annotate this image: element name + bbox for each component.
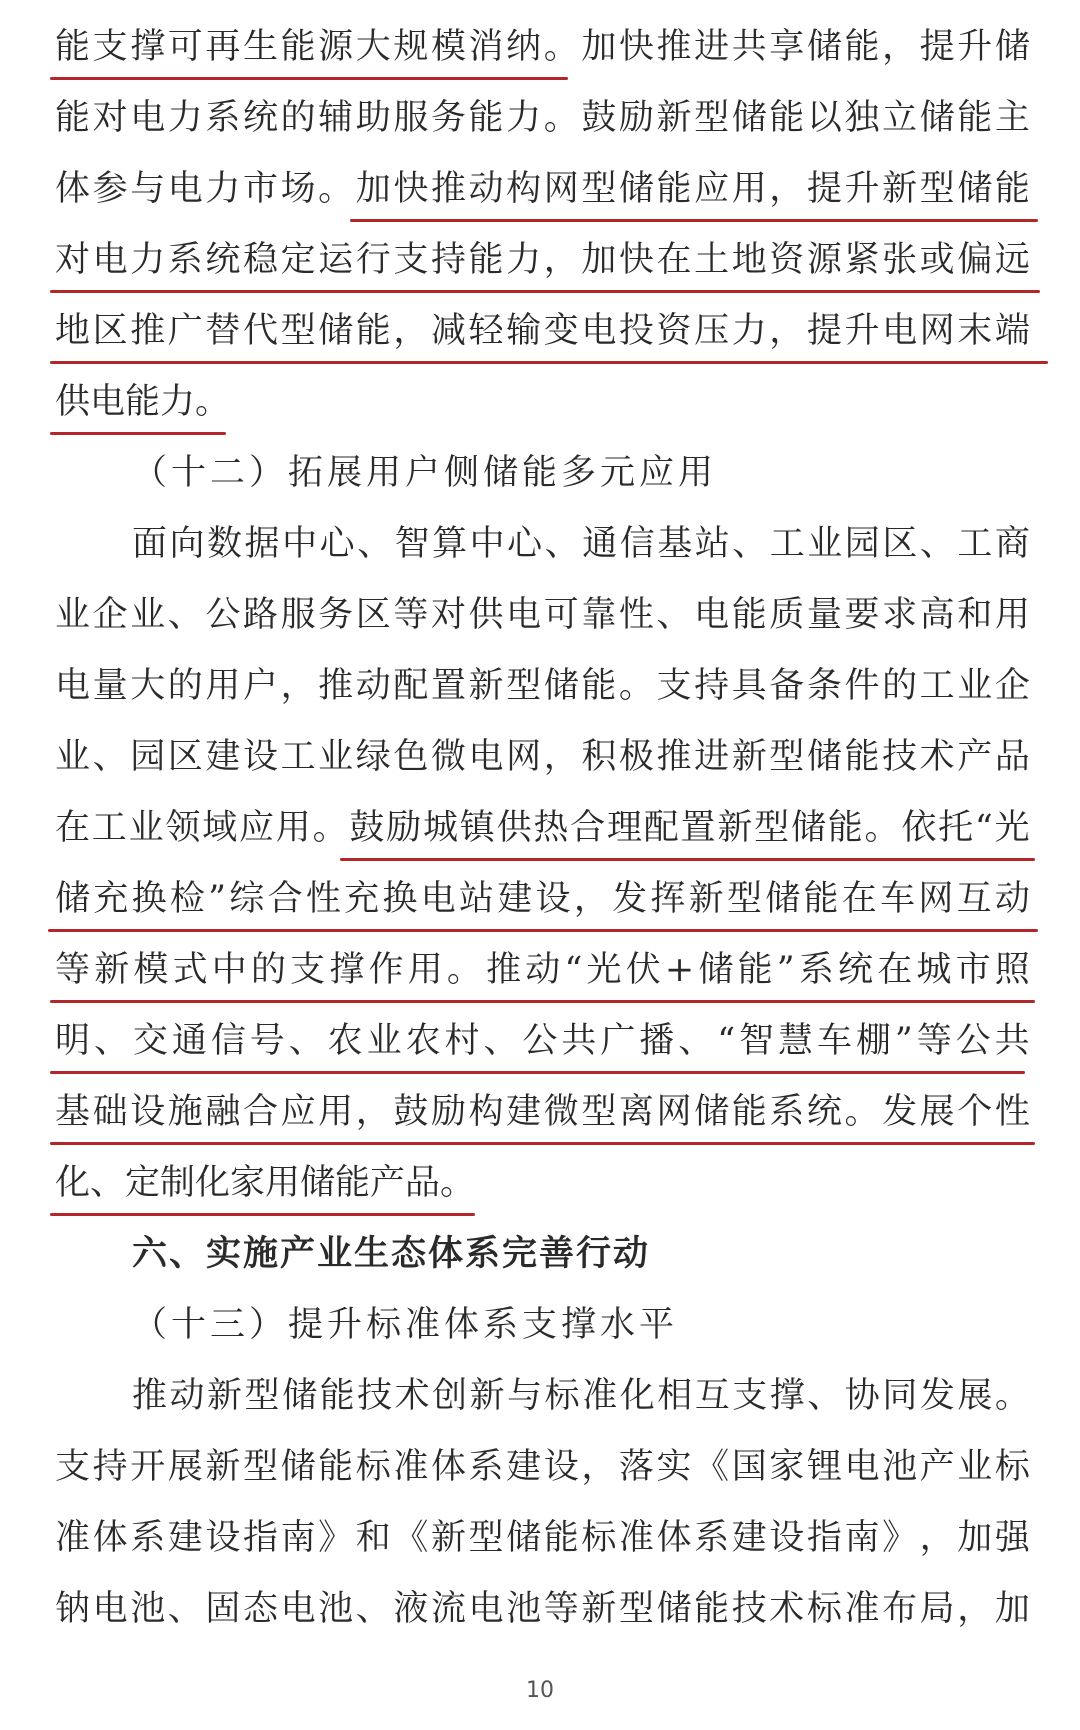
red-underline-7 (48, 929, 1038, 932)
body-line-1: 能 支 撑 可 再 生 能 源 大 规 模 消 纳 。 加 快 推 进 共 享 储 能 ， 提 升 储 (55, 27, 1030, 67)
chapter-heading-6: 六、实施产业生态体系完善行动 (132, 1234, 651, 1274)
body-line-20: 推 动 新 型 储 能 技 术 创 新 与 标 准 化 相 互 支 撑 、 协 同 发 展 。 (132, 1376, 1030, 1416)
section-heading-13: （十三）提升标准体系支撑水平 (132, 1305, 679, 1345)
red-underline-5 (50, 432, 226, 435)
body-line-11: 业 、 园 区 建 设 工 业 绿 色 微 电 网 ， 积 极 推 进 新 型 储 能 技 术 产 品 (55, 737, 1030, 777)
body-line-4: 对 电 力 系 统 稳 定 运 行 支 持 能 力 ， 加 快 在 土 地 资 源 紧 张 或 偏 远 (55, 240, 1030, 280)
body-line-10: 电 量 大 的 用 户 ， 推 动 配 置 新 型 储 能 。 支 持 具 备 条 件 的 工 业 企 (55, 666, 1030, 706)
body-line-21: 支 持 开 展 新 型 储 能 标 准 体 系 建 设 ， 落 实 《 国 家 锂 电 池 产 业 标 (55, 1447, 1030, 1487)
body-line-23: 钠 电 池 、 固 态 电 池 、 液 流 电 池 等 新 型 储 能 技 术 标 准 布 局 ， 加 (55, 1589, 1030, 1629)
red-underline-9 (50, 1071, 1025, 1074)
body-line-13: 储 充 换 检 ” 综 合 性 充 换 电 站 建 设 ， 发 挥 新 型 储 能 在 车 网 互 动 (55, 879, 1030, 919)
body-line-22: 准 体 系 建 设 指 南 》 和 《 新 型 储 能 标 准 体 系 建 设 指 南 》 ， 加 强 (55, 1518, 1030, 1558)
body-line-17: 化、定制化家用储能产品。 (55, 1163, 476, 1203)
red-underline-11 (50, 1213, 475, 1216)
red-underline-10 (50, 1142, 1035, 1145)
body-line-5: 地 区 推 广 替 代 型 储 能 ， 减 轻 输 变 电 投 资 压 力 ， 提 升 电 网 末 端 (55, 311, 1030, 351)
red-underline-4 (50, 361, 1048, 364)
body-line-14: 等 新 模 式 中 的 支 撑 作 用 。 推 动 “ 光 伏 + 储 能 ” 系 统 在 城 市 照 (55, 950, 1030, 990)
body-line-15: 明 、 交 通 信 号 、 农 业 农 村 、 公 共 广 播 、 “ 智 慧 车 棚 ” 等 公 共 (55, 1021, 1030, 1061)
body-line-12: 在 工 业 领 域 应 用 。 鼓 励 城 镇 供 热 合 理 配 置 新 型 储 能 。 依 托 “ 光 (55, 808, 1030, 848)
page-number: 10 (526, 1678, 554, 1703)
red-underline-3 (50, 290, 1040, 293)
body-line-16: 基 础 设 施 融 合 应 用 ， 鼓 励 构 建 微 型 离 网 储 能 系 统 。 发 展 个 性 (55, 1092, 1030, 1132)
red-underline-2 (350, 219, 1038, 222)
red-underline-1 (50, 77, 568, 80)
section-heading-12: （十二）拓展用户侧储能多元应用 (132, 453, 718, 493)
body-line-2: 能 对 电 力 系 统 的 辅 助 服 务 能 力 。 鼓 励 新 型 储 能 以 独 立 储 能 主 (55, 98, 1030, 138)
red-underline-8 (50, 1000, 1035, 1003)
body-line-3: 体 参 与 电 力 市 场 。 加 快 推 动 构 网 型 储 能 应 用 ， 提 升 新 型 储 能 (55, 169, 1030, 209)
body-line-6: 供电能力。 (55, 382, 231, 422)
body-line-8: 面 向 数 据 中 心 、 智 算 中 心 、 通 信 基 站 、 工 业 园 区 、 工 商 (132, 524, 1030, 564)
red-underline-6 (340, 858, 1035, 861)
body-line-9: 业 企 业 、 公 路 服 务 区 等 对 供 电 可 靠 性 、 电 能 质 量 要 求 高 和 用 (55, 595, 1030, 635)
